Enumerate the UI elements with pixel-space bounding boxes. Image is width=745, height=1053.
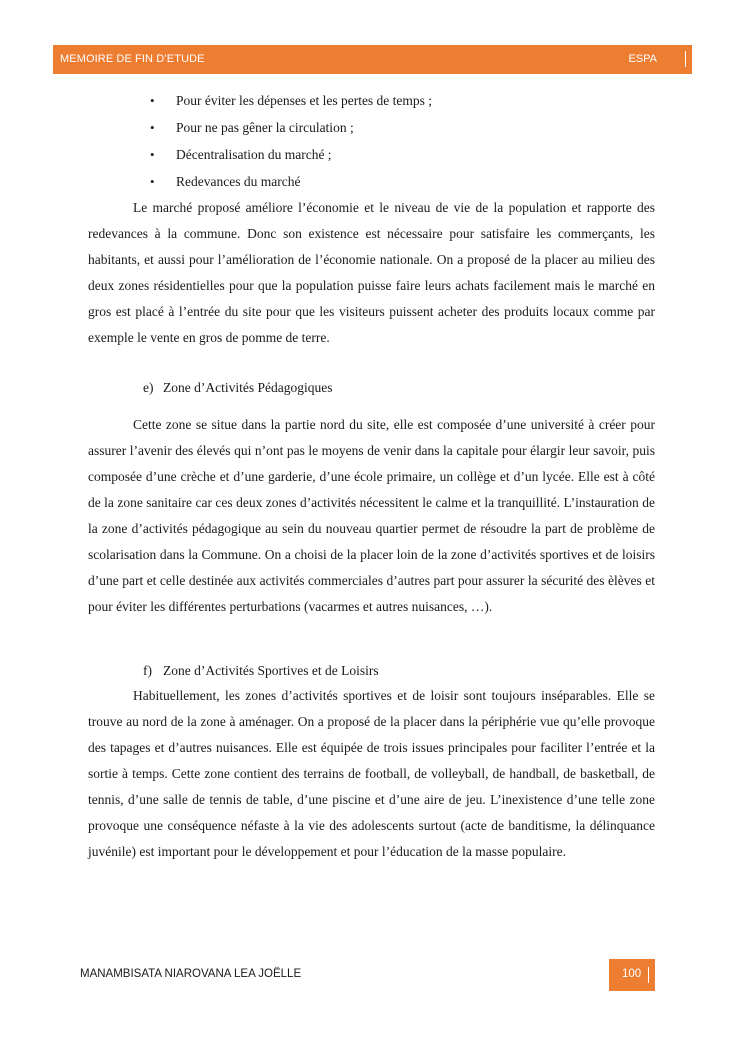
bullet-icon: • [150, 93, 155, 108]
header-divider [685, 51, 686, 67]
list-item [150, 118, 354, 138]
header-school: ESPA [628, 53, 657, 65]
section-label: e) [143, 380, 154, 395]
list-item-text: Redevances du marché [176, 174, 301, 189]
list-item [150, 91, 432, 111]
footer-author: MANAMBISATA NIAROVANA LEA JOËLLE [80, 968, 302, 980]
paragraph-sports: Habituellement, les zones d’activités sportives et de loisir sont toujours inséparables. Elle se trouve au nord de la zone à aménager. On a proposé de la placer dans la périphérie vue qu’elle provoque des tapages et d’autres nuisances. Elle est équipée de trois issues principales pour faciliter l’entrée et la sortie à temps. Cette zone contient des terrains de football, de volleyball, de handball, de basketball, de tennis, d’une salle de tennis de table, d’une piscine et d’une aire de jeu. L’inexistence d’une telle zone provoque une conséquence néfaste à la vie des adolescents surtout (acte de banditisme, la délinquance juvénile) est important pour le développement et pour l’éducation de la masse populaire. [88, 688, 655, 859]
section-heading-f [143, 663, 379, 679]
header-title: MEMOIRE DE FIN D’ETUDE [60, 53, 205, 65]
list-item [150, 172, 300, 192]
list-item-text: Pour éviter les dépenses et les pertes de temps ; [176, 93, 433, 108]
section-title: Zone d’Activités Sportives et de Loisirs [163, 663, 379, 678]
page-header [53, 45, 692, 74]
section-label: f) [143, 663, 152, 678]
section-heading-e [143, 380, 332, 396]
bullet-icon: • [150, 174, 155, 189]
list-item [150, 145, 332, 165]
bullet-icon: • [150, 120, 155, 135]
paragraph-market: Le marché proposé améliore l’économie et le niveau de vie de la population et rapporte des redevances à la commune. Donc son existence est nécessaire pour satisfaire les commerçants, les habitants, et aussi pour l’amélioration de l’économie nationale. On a proposé de la placer au milieu des deux zones résidentielles pour que la population puisse faire leurs achats facilement mais le marché en gros est placé à l’entrée du site pour que les visiteurs puissent acheter des produits locaux comme par exemple le vente en gros de pomme de terre. [88, 200, 655, 345]
paragraph-pedagogic: Cette zone se situe dans la partie nord du site, elle est composée d’une université à créer pour assurer l’avenir des élevés qui n’ont pas le moyens de venir dans la capitale pour élargir leur savoir, puis composée d’une crèche et d’une garderie, d’une école primaire, un collège et d’un lycée. Elle est à côté de la zone sanitaire car ces deux zones d’activités nécessitent le calme et la tranquillité. L’instauration de la zone d’activités pédagogique au sein du nouveau quartier permet de résoudre la part de problème de scolarisation dans la Commune. On a choisi de la placer loin de la zone d’activités sportives et de loisirs d’une part et celle destinée aux activités commerciales d’autres part pour assurer la sécurité des èlèves et pour éviter les différentes perturbations (vacarmes et autres nuisances, …). [88, 417, 655, 614]
page-number-box [609, 959, 655, 991]
list-item-text: Pour ne pas gêner la circulation ; [176, 120, 354, 135]
bullet-icon: • [150, 147, 155, 162]
page-number: 100 [622, 968, 642, 980]
list-item-text: Décentralisation du marché ; [176, 147, 332, 162]
page-number-divider [648, 967, 649, 983]
section-title: Zone d’Activités Pédagogiques [163, 380, 333, 395]
